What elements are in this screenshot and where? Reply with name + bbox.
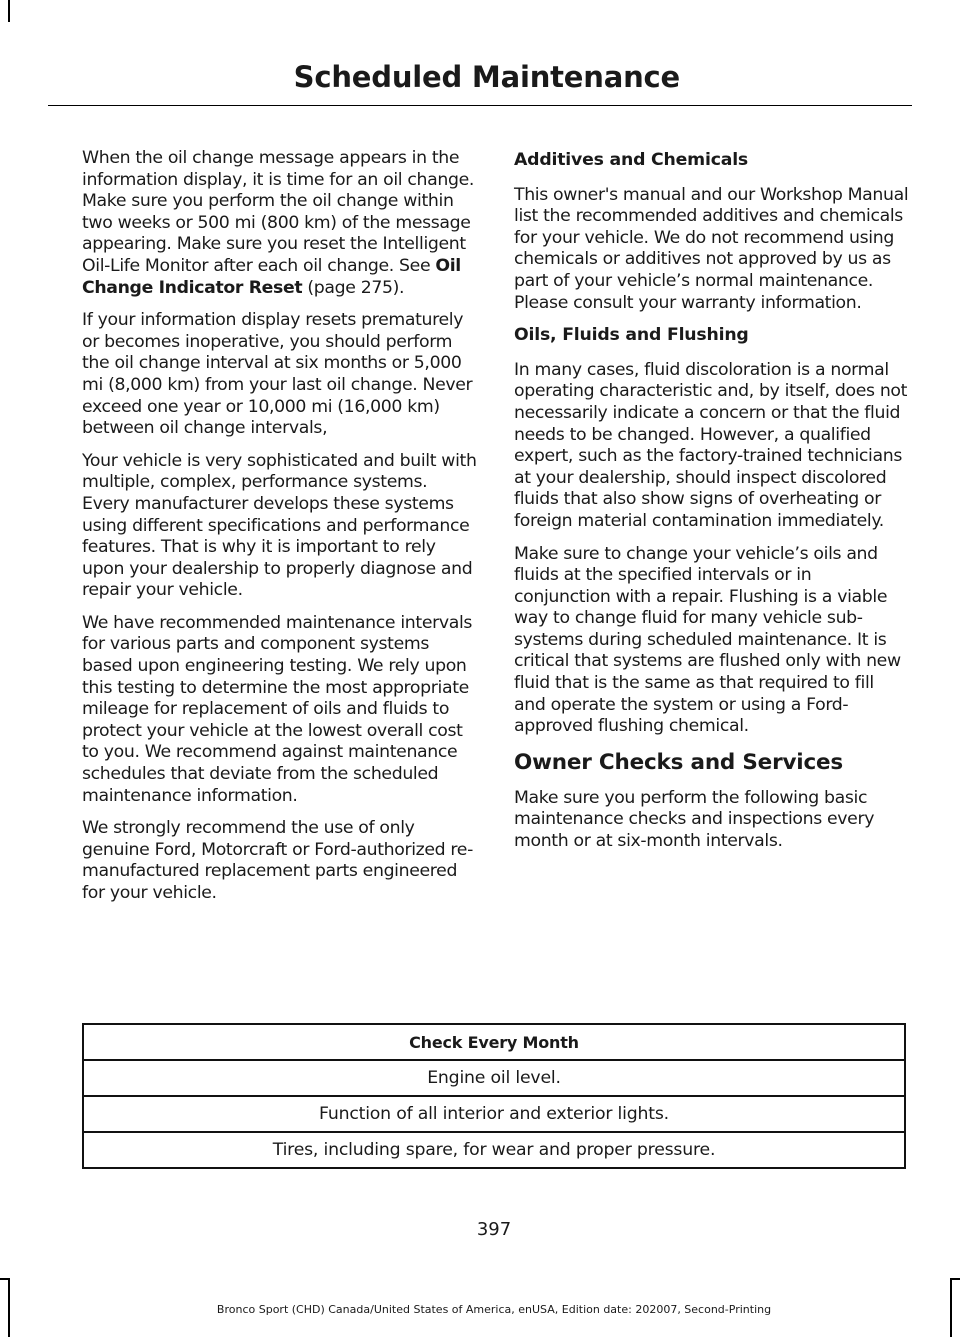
additives-paragraph: This owner's manual and our Workshop Manual list the recommended additives and chemicals for your vehicle. We do not recommend using chemicals or additives not approved by us as part of your vehicle’s normal maintenance. Please consult your warranty information. — [514, 184, 909, 313]
oil-change-indicator-reset-link[interactable]: Oil Change Indicator Reset — [82, 255, 461, 298]
right-column — [514, 148, 910, 864]
table-header: Check Every Month — [83, 1024, 905, 1060]
table-row — [83, 1132, 905, 1168]
vehicle-systems-paragraph: Your vehicle is very sophisticated and built with multiple, complex, performance systems. Every manufacturer develops these systems using different specifications and performance features. That is why it is important to rely upon your dealership to properly diagnose and repair your vehicle. — [82, 450, 477, 601]
table-cell: Engine oil level. — [83, 1060, 905, 1096]
table-cell: Tires, including spare, for wear and proper pressure. — [83, 1132, 905, 1168]
owner-checks-paragraph: Make sure you perform the following basic maintenance checks and inspections every month or at six-month intervals. — [514, 787, 875, 852]
header-divider — [48, 105, 912, 106]
flushing-paragraph: Make sure to change your vehicle’s oils and fluids at the specified intervals or in conjunction with a repair. Flushing is a viable way to change fluid for many vehicle sub-systems during scheduled maintenance. It is critical that systems are flushed only with new fluid that is the same as that required to fill and operate the system or using a Ford-approved flushing chemical. — [514, 543, 901, 737]
genuine-parts-paragraph: We strongly recommend the use of only genuine Ford, Motorcraft or Ford-authorized re-manufactured replacement parts engineered for your vehicle. — [82, 818, 473, 903]
page-number: 397 — [476, 1219, 512, 1240]
page-title: Scheduled Maintenance — [293, 60, 680, 94]
left-column — [82, 148, 478, 916]
crop-mark-bottom-left-horizontal — [0, 1278, 10, 1280]
table-header-row — [83, 1024, 905, 1060]
check-every-month-table — [82, 1023, 906, 1169]
table-row — [83, 1096, 905, 1132]
oils-fluids-heading: Oils, Fluids and Flushing — [514, 325, 749, 346]
page-reference: (page 275). — [302, 277, 405, 298]
oil-change-message-paragraph — [82, 148, 478, 299]
oil-change-message-text: When the oil change message appears in the information display, it is time for an oil change. Make sure you perform the oil change within two weeks or 500 mi (800 km) of the message appearing. Make sure you reset the Intelligent Oil-Life Monitor after each oil change. See — [82, 148, 475, 276]
owner-checks-heading: Owner Checks and Services — [514, 749, 843, 775]
crop-mark-bottom-right-horizontal — [950, 1278, 960, 1280]
maintenance-intervals-paragraph: We have recommended maintenance intervals for various parts and component systems based upon engineering testing. We rely upon this testing to determine the most appropriate mileage for replacement of oils and fluids to protect your vehicle at the lowest overall cost to you. We recommend against maintenance schedules that deviate from the scheduled maintenance information. — [82, 612, 473, 806]
display-reset-paragraph: If your information display resets prematurely or becomes inoperative, you should perform the oil change interval at six months or 5,000 mi (8,000 km) from your last oil change. Never exceed one year or 10,000 mi (16,000 km) between oil change intervals, — [82, 310, 473, 439]
table-row — [83, 1060, 905, 1096]
footer-edition-info: Bronco Sport (CHD) Canada/United States of America, enUSA, Edition date: 202007, Second-Printing — [216, 1303, 772, 1316]
table-cell: Function of all interior and exterior lights. — [83, 1096, 905, 1132]
crop-mark-top-left — [8, 0, 10, 22]
fluid-discoloration-paragraph: In many cases, fluid discoloration is a normal operating characteristic and, by itself, does not necessarily indicate a concern or that the fluid needs to be changed. However, a qualified expert, such as the factory-trained technicians at your dealership, should inspect discolored fluids that also show signs of overheating or foreign material contamination immediately. — [514, 359, 908, 531]
additives-heading: Additives and Chemicals — [514, 150, 749, 170]
